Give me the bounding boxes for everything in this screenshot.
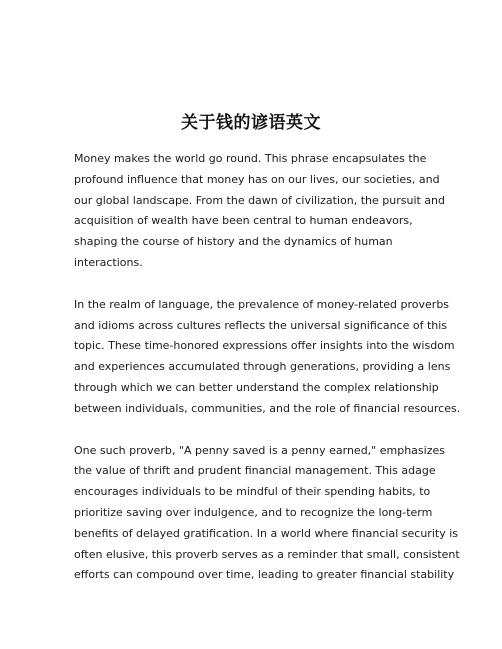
paragraph-line: Money makes the world go round. This phrase encapsulates the: [74, 152, 427, 165]
document-body: [74, 149, 461, 607]
paragraph-2: [74, 295, 461, 420]
paragraph-line: benefits of delayed gratification. In a world where financial security is: [74, 526, 458, 540]
paragraph-line: interactions.: [74, 255, 143, 269]
paragraph-line: prioritize saving over indulgence, and to recognize the long-term: [74, 505, 433, 519]
paragraph-line: through which we can better understand the complex relationship: [74, 380, 439, 394]
paragraph-3: [74, 441, 460, 587]
paragraph-line: profound influence that money has on our lives, our societies, and: [74, 172, 440, 186]
paragraph-line: efforts can compound over time, leading to greater financial stability: [74, 568, 455, 582]
paragraph-line: our global landscape. From the dawn of civilization, the pursuit and: [74, 193, 446, 207]
paragraph-line: acquisition of wealth have been central to human endeavors,: [74, 214, 413, 228]
document-title: 关于钱的谚语英文: [181, 113, 321, 133]
paragraph-line: between individuals, communities, and the role of financial resources.: [74, 401, 461, 415]
paragraph-line: often elusive, this proverb serves as a reminder that small, consistent: [74, 547, 460, 561]
paragraph-line: and experiences accumulated through generations, providing a lens: [74, 360, 451, 374]
paragraph-line: In the realm of language, the prevalence of money-related proverbs: [74, 297, 450, 311]
paragraph-line: encourages individuals to be mindful of their spending habits, to: [74, 485, 431, 499]
paragraph-line: topic. These time-honored expressions offer insights into the wisdom: [74, 339, 455, 353]
paragraph-line: the value of thrift and prudent financial management. This adage: [74, 464, 436, 478]
paragraph-line: shaping the course of history and the dynamics of human: [74, 235, 393, 249]
paragraph-line: and idioms across cultures reflects the universal significance of this: [74, 318, 448, 332]
paragraph-line: One such proverb, "A penny saved is a penny earned," emphasizes: [74, 443, 445, 457]
paragraph-1: [74, 149, 446, 274]
